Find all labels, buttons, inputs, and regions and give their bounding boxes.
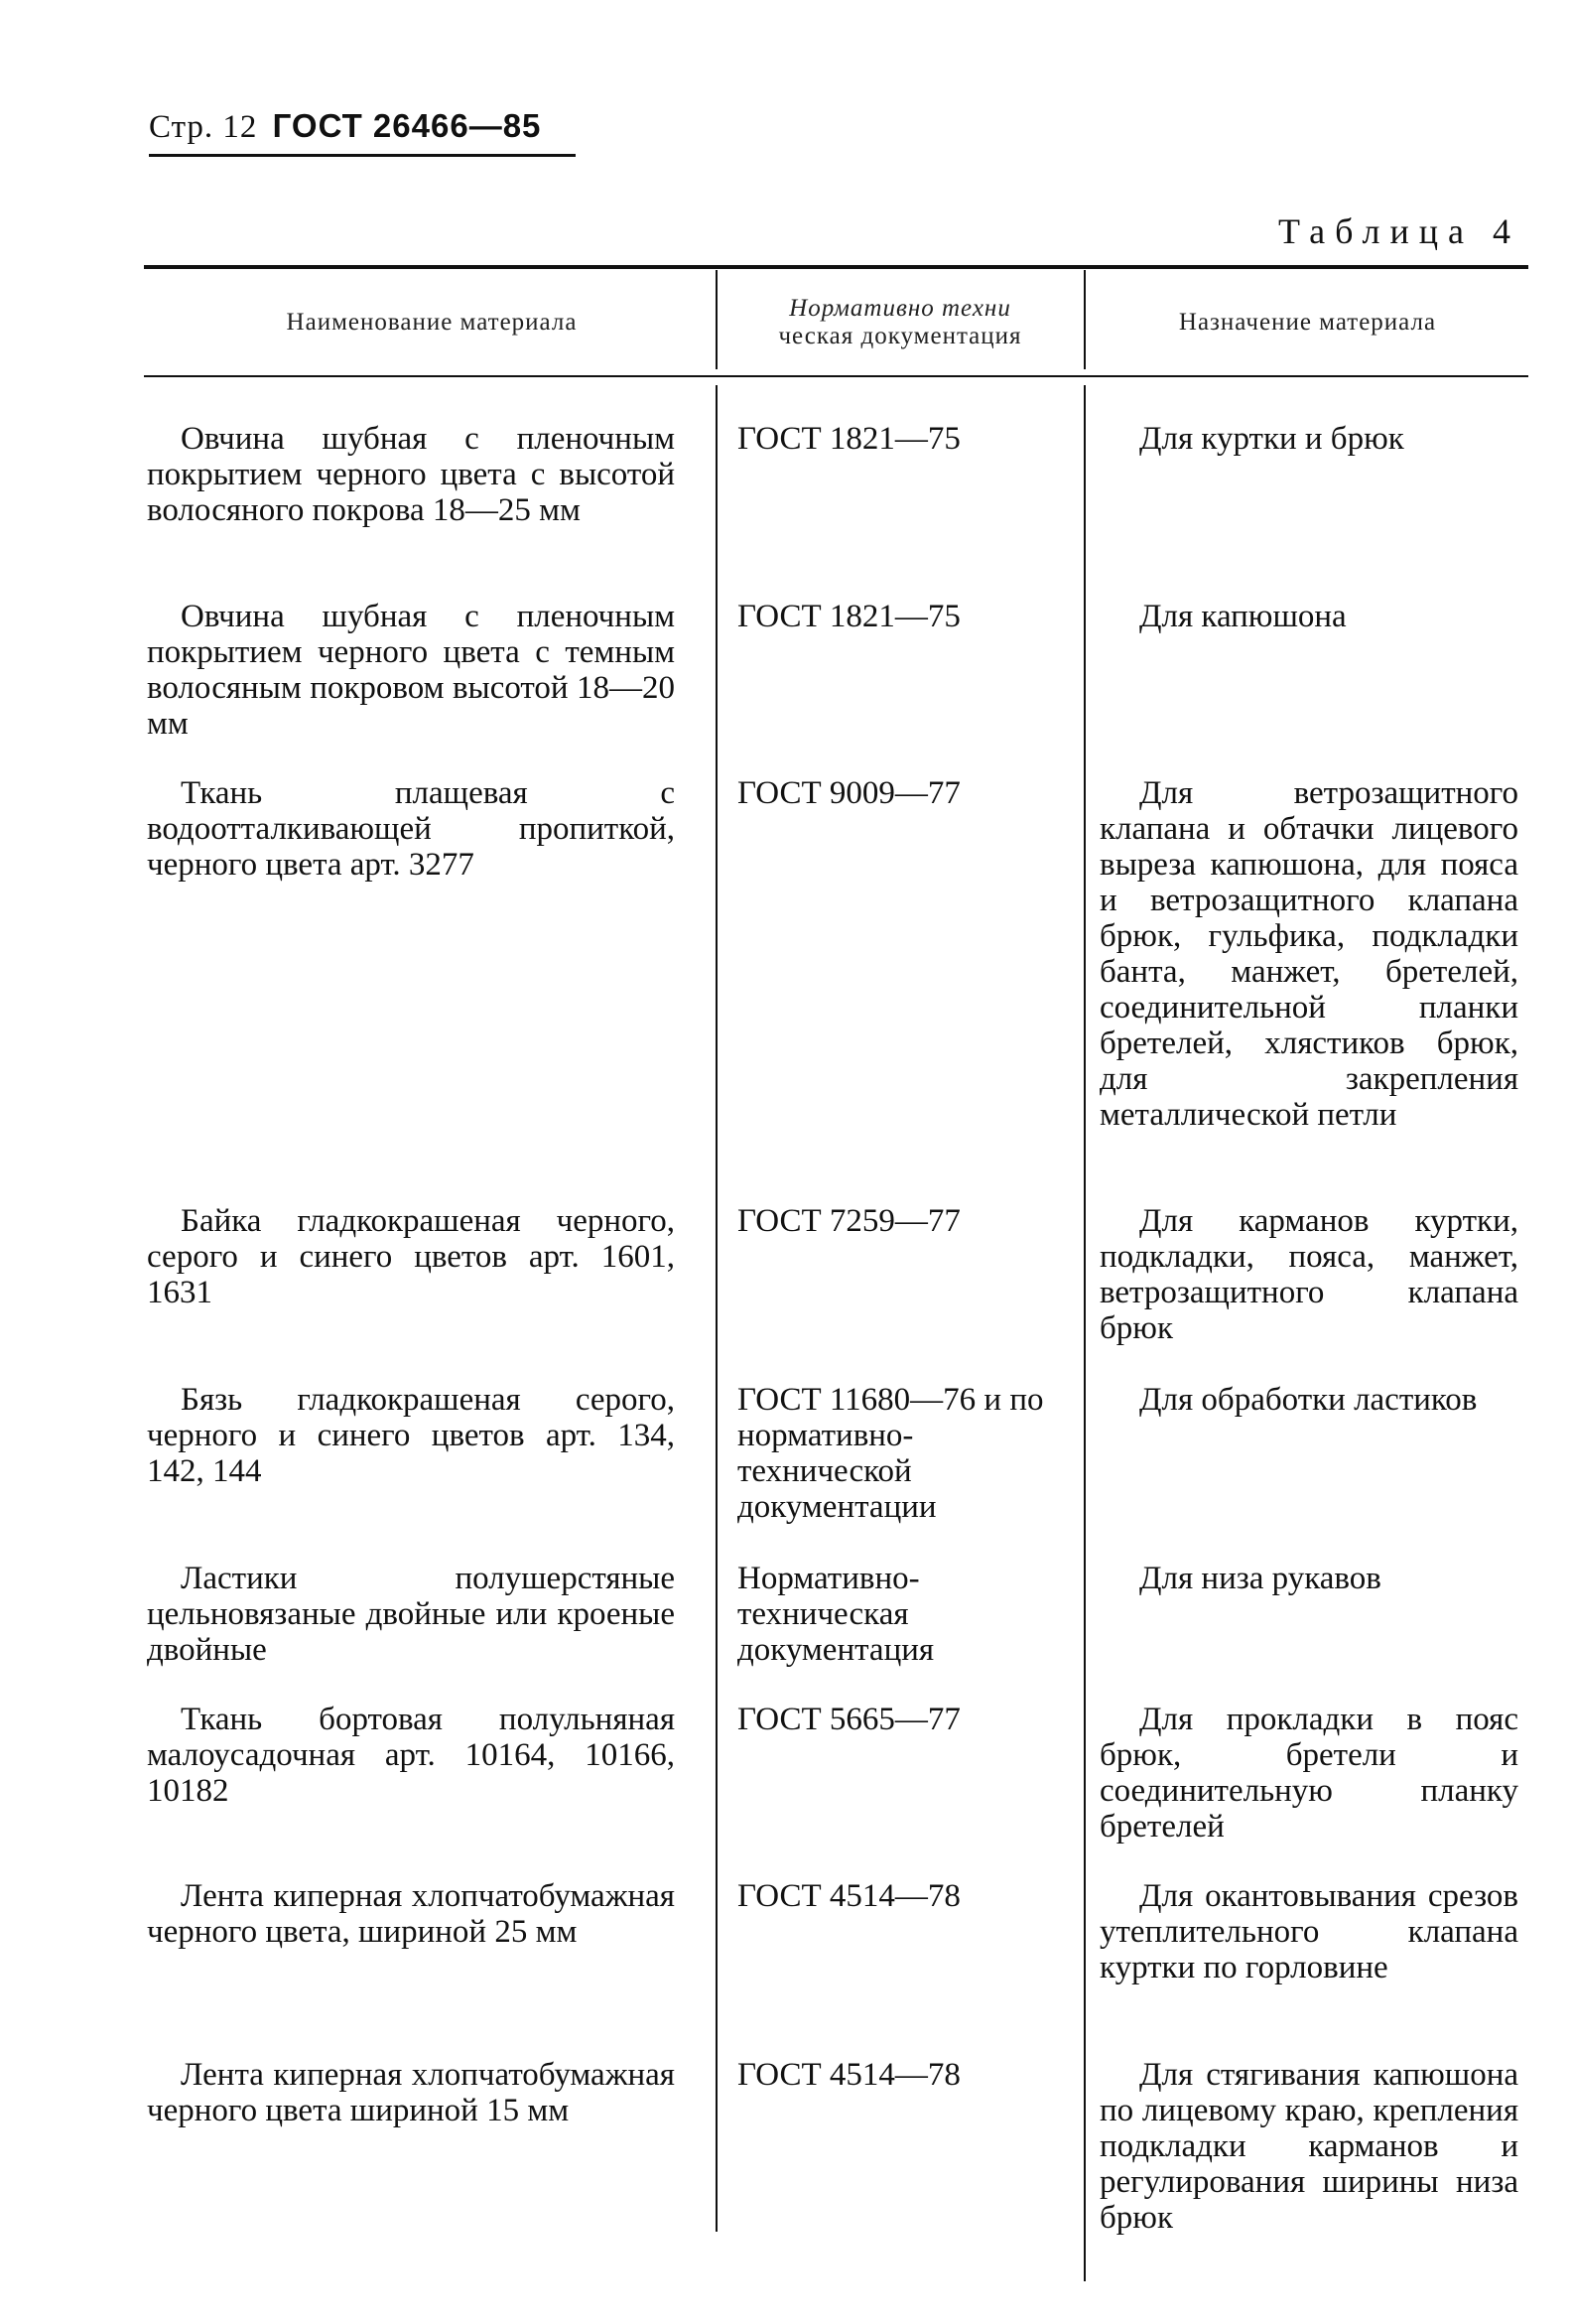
column-header-material-label: Наименование материала	[286, 309, 578, 336]
row-9-material: Лента киперная хлопчатобумажная черного цвета шириной 15 мм	[147, 2057, 675, 2128]
row-2-purpose: Для капюшона	[1139, 599, 1347, 634]
row-3-material: Ткань плащевая с водоотталкивающей пропиткой, черного цвета арт. 3277	[147, 775, 675, 883]
page-number: Стр. 12	[149, 109, 258, 145]
row-1-material: Овчина шубная с пленочным покрытием черного цвета с высотой волосяного покрова 18—25 мм	[147, 421, 675, 528]
row-4-purpose: Для карманов куртки, подкладки, пояса, манжет, ветрозащитного клапана брюк	[1100, 1203, 1518, 1346]
row-7-document: ГОСТ 5665—77	[737, 1702, 961, 1737]
row-1-document: ГОСТ 1821—75	[737, 421, 961, 457]
row-5-material: Бязь гладкокрашеная серого, черного и синего цветов арт. 134, 142, 144	[147, 1382, 675, 1489]
page-header	[149, 107, 541, 146]
column-divider	[716, 270, 718, 369]
row-3-purpose: Для ветрозащитного клапана и обтачки лицевого выреза капюшона, для пояса и ветрозащитного клапана брюк, гульфика, подкладки банта, манжет, бретелей, соединительной планки бретелей, хлястиков брюк, для закрепления металлической петли	[1100, 775, 1518, 1133]
row-8-purpose: Для окантовывания срезов утеплительного клапана куртки по горловине	[1100, 1878, 1518, 1985]
column-header-documentation-line2: ческая документация	[778, 323, 1022, 349]
row-5-document: ГОСТ 11680—76 и по нормативно-технической документации	[737, 1382, 1044, 1525]
row-7-material: Ткань бортовая полульняная малоусадочная арт. 10164, 10166, 10182	[147, 1702, 675, 1809]
column-divider	[1084, 270, 1086, 369]
column-header-documentation	[719, 283, 1082, 362]
column-divider	[716, 385, 718, 2232]
row-1-purpose: Для куртки и брюк	[1139, 421, 1404, 457]
row-3-document: ГОСТ 9009—77	[737, 775, 961, 811]
row-4-material: Байка гладкокрашеная черного, серого и синего цветов арт. 1601, 1631	[147, 1203, 675, 1310]
row-5-purpose: Для обработки ластиков	[1139, 1382, 1478, 1418]
header-divider	[149, 154, 576, 157]
row-2-document: ГОСТ 1821—75	[737, 599, 961, 634]
row-7-purpose: Для прокладки в пояс брюк, бретели и соединительную планку бретелей	[1100, 1702, 1518, 1845]
row-6-purpose: Для низа рукавов	[1139, 1561, 1381, 1596]
table-header-rule	[144, 375, 1528, 377]
row-9-purpose: Для стягивания капюшона по лицевому краю, крепления подкладки карманов и регулирования ширины низа брюк	[1100, 2057, 1518, 2236]
standard-number: ГОСТ 26466—85	[272, 107, 542, 144]
row-6-document: Нормативно-техническая документация	[737, 1561, 935, 1668]
row-8-material: Лента киперная хлопчатобумажная черного цвета, шириной 25 мм	[147, 1878, 675, 1950]
column-header-purpose-label: Назначение материала	[1178, 309, 1437, 336]
table-top-rule	[144, 265, 1528, 269]
column-divider	[1084, 385, 1086, 2281]
row-8-document: ГОСТ 4514—78	[737, 1878, 961, 1914]
column-header-material	[149, 283, 715, 362]
row-4-document: ГОСТ 7259—77	[737, 1203, 961, 1239]
column-header-documentation-line1: Нормативно техни	[789, 295, 1011, 322]
column-header-purpose	[1087, 283, 1528, 362]
row-9-document: ГОСТ 4514—78	[737, 2057, 961, 2093]
table-caption: Таблица 4	[1278, 211, 1520, 251]
row-2-material: Овчина шубная с пленочным покрытием черного цвета с темным волосяным покровом высотой 18—20 мм	[147, 599, 675, 742]
row-6-material: Ластики полушерстяные цельновязаные двойные или кроеные двойные	[147, 1561, 675, 1668]
